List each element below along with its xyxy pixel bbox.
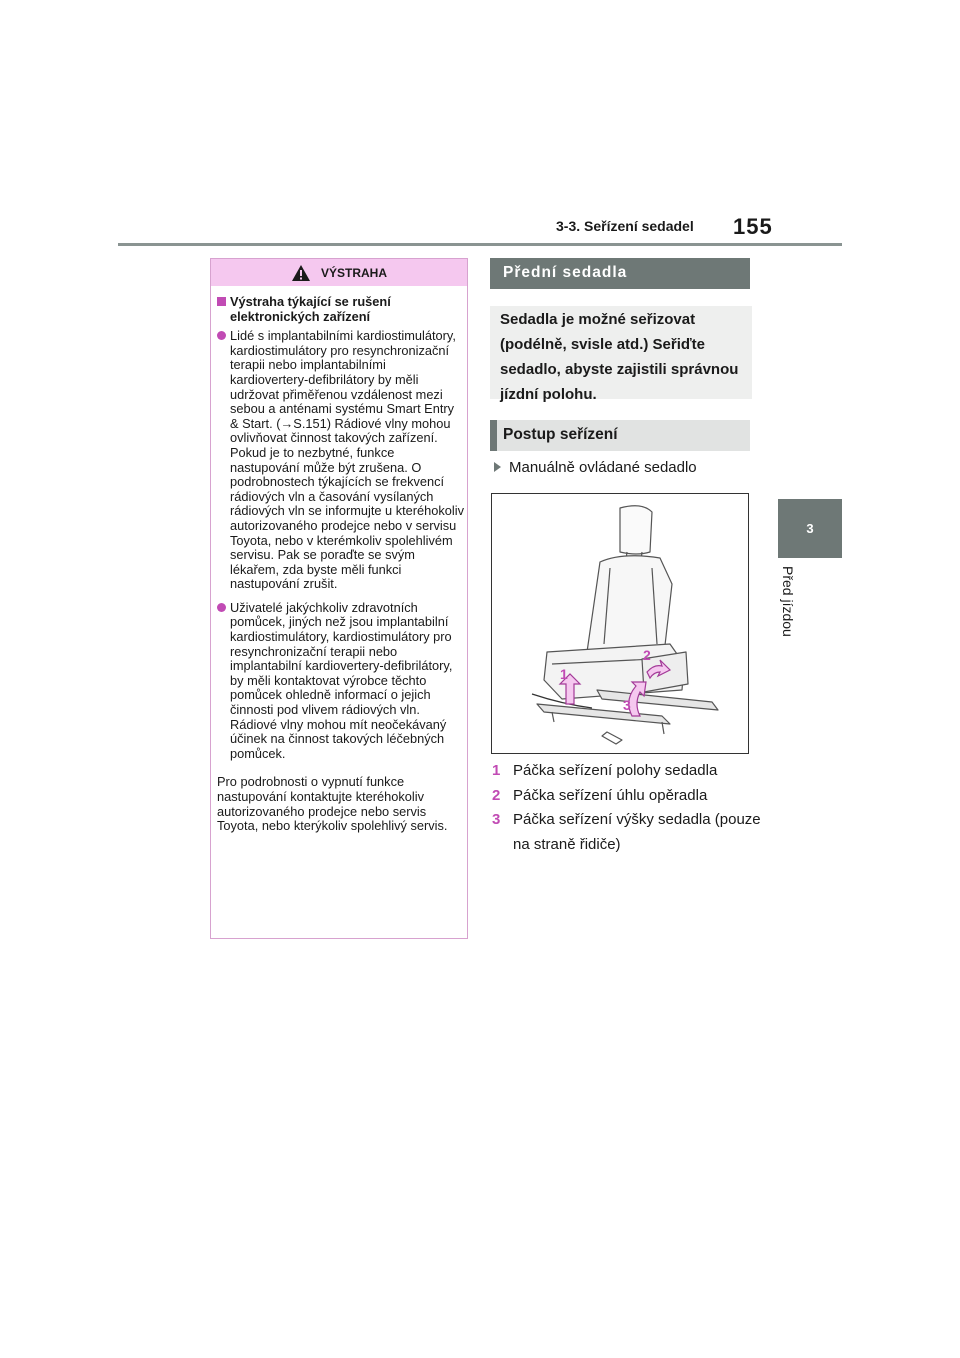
chapter-label (779, 566, 809, 646)
legend-text: Páčka seřízení polohy sedadla (513, 762, 718, 779)
seat-illustration (491, 493, 749, 754)
chapter-label-text: Před jízdou (780, 566, 796, 637)
warning-heading-text: Výstraha týkající se rušení elektronických zařízení (230, 294, 391, 324)
front-seats-heading (490, 258, 750, 289)
section-title: 3-3. Seřízení sedadel (556, 218, 694, 234)
warning-body (217, 295, 465, 834)
seat-type-bullet (494, 459, 697, 476)
page-number: 155 (733, 214, 773, 239)
seat-type-text: Manuálně ovládané sedadlo (509, 459, 697, 476)
warning-item-text: Lidé s implantabilními kardiostimulátory, kardiostimulátory pro resynchronizační terapii nebo implantabilními kardiovertery-defibrilátory by měli udržovat přiměřenou vzdálenost mezi sebou a anténami systému Smart Entry & Start. (→S.151) Rádiové vlny mohou ovlivňovat činnost takových zařízení. Pokud je to nezbytné, funkce nastupování může být zrušena. O podrobnostech týkajících se frekvencí rádiových vln a časování vysílaných rádiových vln se informujte u kteréhokoliv autorizovaného prodejce nebo v servisu Toyota, nebo v kterémkoliv spolehlivém servisu. Pak se poraďte se svým lékařem, zda byste měli funkci nastupování zrušit. (230, 328, 465, 592)
procedure-heading (490, 420, 750, 451)
warning-title: VÝSTRAHA (320, 265, 387, 280)
legend-text: Páčka seřízení úhlu opěradla (513, 786, 708, 804)
callout-3: 3 (623, 697, 631, 713)
legend-item (491, 808, 761, 857)
legend-number: 2 (492, 786, 501, 804)
header-divider (118, 243, 842, 246)
chapter-number: 3 (806, 521, 814, 536)
warning-box (210, 258, 468, 939)
square-bullet-icon (217, 297, 226, 306)
legend-number: 1 (492, 762, 501, 779)
legend-item (491, 759, 761, 784)
callout-2: 2 (643, 647, 651, 663)
circle-bullet-icon (217, 603, 226, 612)
legend-item (491, 784, 761, 809)
legend-number: 3 (492, 811, 501, 828)
triangle-bullet-icon (494, 462, 501, 472)
warning-item (217, 329, 465, 592)
figure-legend (491, 759, 761, 857)
warning-footer: Pro podrobnosti o vypnutí funkce nastupování kontaktujte kteréhokoliv autorizovaného prodejce nebo servis Toyota, nebo kterýkoliv spolehlivý servis. (217, 774, 448, 834)
chapter-tab (778, 499, 842, 558)
warning-item (217, 601, 465, 762)
callout-1: 1 (560, 666, 568, 682)
circle-bullet-icon (217, 331, 226, 340)
front-seats-title: Přední sedadla (503, 264, 628, 281)
intro-box: Sedadla je možné seřizovat (podélně, svisle atd.) Seřiďte sedadlo, abyste zajistili správnou jízdní polohu. (490, 306, 752, 399)
warning-triangle-icon (291, 264, 311, 282)
seat-drawing (492, 494, 748, 753)
warning-heading (217, 295, 465, 324)
warning-header (211, 259, 467, 286)
warning-item-text: Uživatelé jakýchkoliv zdravotních pomůcek, jiných než jsou implantabilní kardiostimulátory, kardiostimulátory pro resynchronizační terapii nebo implantabilní kardiovertery-defibrilátory, by měli kontaktovat výrobce těchto pomůcek ohledně informací o jejich činnosti pod vlivem rádiových vln. Rádiové vlny mohou mít neočekávaný účinek na činnost takových léčebných pomůcek. (230, 599, 453, 761)
legend-text: Páčka seřízení výšky sedadla (pouze na straně řidiče) (513, 811, 761, 853)
procedure-title: Postup seřízení (503, 426, 618, 443)
